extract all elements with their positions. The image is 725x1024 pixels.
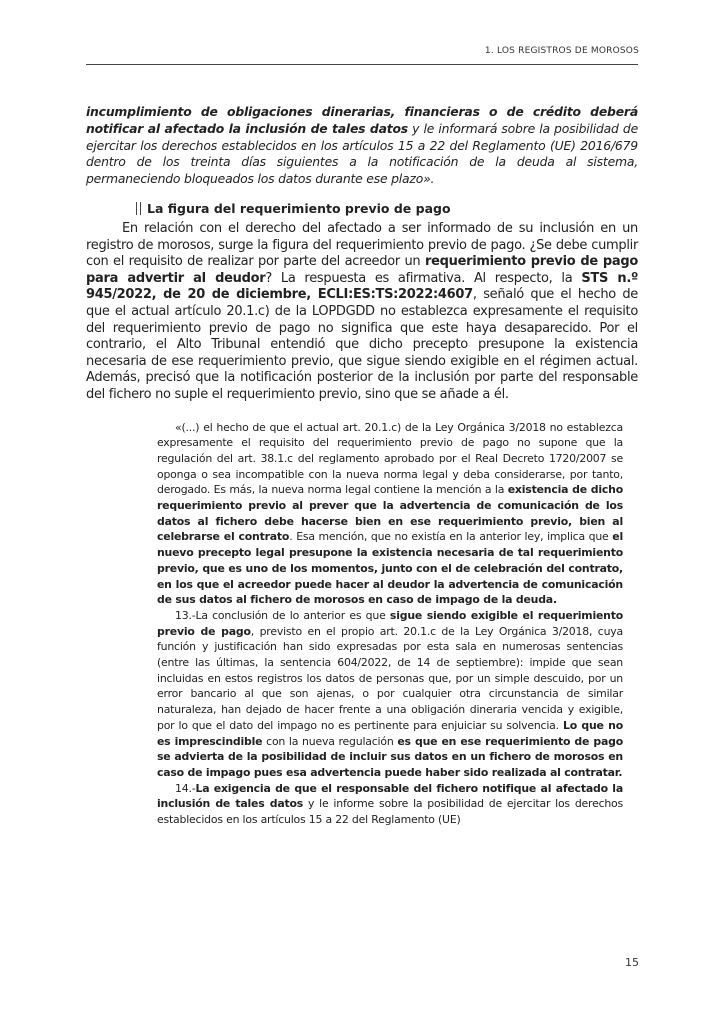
quote-bold-run: existencia de dicho requerimiento previo al prever que la advertencia de comunicación de los datos al fichero debe hacerse bien en ese requerimiento previo, bien al celebrarse el contrato [157,483,623,544]
case-citation: STS n.º 945/2022, de 20 de diciembre, ECLI:ES:TS:2022:4607 [86,270,638,303]
quote-text-run: 14.- [175,781,196,795]
body-text-run: ? La respuesta es afirmativa. Al respecto, la [265,270,582,286]
quote-bold-run: La exigencia de que el responsable del fichero notifique al afectado la inclusión de tales datos [157,781,623,811]
quote-text-run: y le informe sobre la posibilidad de ejercitar los derechos establecidos en los artículos 15 a 22 del Reglamento (UE) [157,797,623,827]
quote-bold-run: Lo que no es imprescindible [157,718,623,748]
intro-bold-text: incumplimiento de obligaciones dinerarias, financieras o de crédito deberá notificar al afectado la inclusión de tales datos [86,104,638,136]
body-text-run: , señaló que el hecho de que el actual artículo 20.1.c) de la LOPDGDD no establezca expresamente el requisito del requerimiento previo de pago no significa que este haya desaparecido. Por el contrario, el Alto Tribunal entendió que dicho precepto presupone la existencia necesaria de ese requerimiento previo, que sigue siendo exigible en el régimen actual. Además, precisó que la notificación posterior de la inclusión por parte del responsable del fichero no suple el requerimiento previo, sino que se añade a él. [86,287,638,402]
intro-paragraph [86,104,638,188]
heading-bars-icon [136,202,141,215]
intro-text: y le informará sobre la posibilidad de ejercitar los derechos establecidos en los artículos 15 a 22 del Reglamento (UE) 2016/679 dentro de los treinta días siguientes a la notificación de la deuda al sistema, permaneciendo bloqueados los datos durante ese plazo». [86,120,638,187]
body-bold-run: requerimiento previo de pago para advertir al deudor [86,254,638,286]
intro-quote-continuation [86,104,638,188]
body-text-run: En relación con el derecho del afectado a ser informado de su inclusión en un registro de morosos, surge la figura del requerimiento previo de pago. ¿Se debe cumplir con el requisito de realizar por parte del acreedor un [86,220,638,270]
running-header: 1. LOS REGISTROS DE MOROSOS [484,46,639,56]
quote-text-run: . Esa mención, que no existía en la anterior ley, implica que [289,530,613,544]
quote-paragraph-1 [157,420,623,608]
block-quote [157,420,623,828]
quote-paragraph-14 [157,781,623,828]
quote-paragraph-13 [157,608,623,781]
quote-bold-run: es que en ese requerimiento de pago se advierta de la posibilidad de incluir sus datos en un fichero de morosos en caso de impago pues esa advertencia puede haber sido realizada al contratar. [157,734,623,779]
page-number: 15 [625,956,639,969]
body-paragraph [86,221,638,404]
section-heading [136,200,638,218]
body-text [86,221,638,404]
quote-bold-run: sigue siendo exigible el requerimiento previo de pago [157,608,624,638]
quote-text-run: «(...) el hecho de que el actual art. 20.1.c) de la Ley Orgánica 3/2018 no establezca expresamente el requisito del requerimiento previo de pago no supone que la regulación del art. 38.1.c del reglamento aprobado por el Real Decreto 1720/2007 se oponga o sea incompatible con la nueva norma legal y deba considerarse, por tanto, derogado. Es más, la nueva norma legal contiene la mención a la [157,420,623,497]
quote-text-run: 13.-La conclusión de lo anterior es que [175,608,390,622]
quote-bold-run: el nuevo precepto legal presupone la existencia necesaria de tal requerimiento previo, que es uno de los momentos, junto con el de celebración del contrato, en los que el acreedor puede hacer al deudor la advertencia de comunicación de sus datos al fichero de morosos en caso de impago de la deuda. [157,530,623,607]
page-body [86,104,638,828]
quote-text-run: , previsto en el propio art. 20.1.c de la Ley Orgánica 3/2018, cuya función y justificación han sido expresadas por esta sala en numerosas sentencias (entre las últimas, la sentencia 604/2022, de 14 de septiembre): impide que sean incluidas en estos registros los datos de personas que, por un simple descuido, por un error bancario al que son ajenas, o por cualquier otra circunstancia de similar naturaleza, han dejado de hacer frente a una obligación dineraria vencida y exigible, por lo que el dato del impago no es pertinente para enjuiciar su solvencia. [157,624,623,732]
quote-text-run: con la nueva regulación [262,734,398,748]
section-heading-text: La figura del requerimiento previo de pago [147,201,451,217]
header-divider [86,64,638,65]
